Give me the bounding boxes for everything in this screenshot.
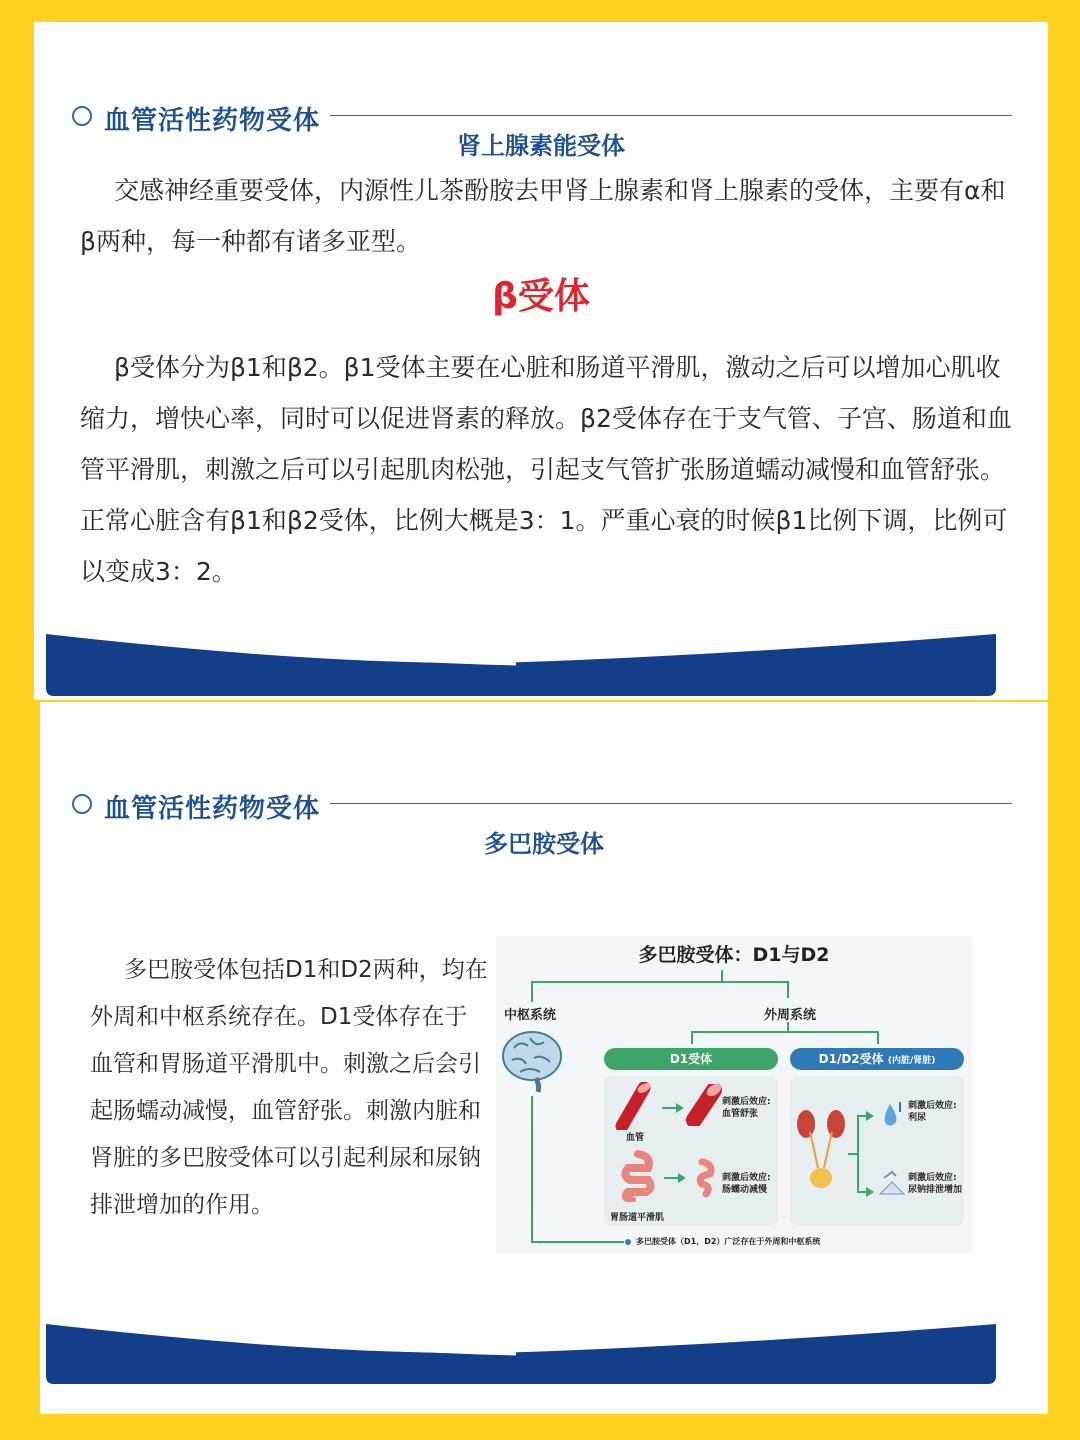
text-line: β两种，每一种都有诸多亚型。 [80,227,421,256]
d1d2-label: D1/D2受体 [818,1052,884,1066]
text-line: 以变成3：2。 [80,557,237,586]
gi-label: 胃肠道平滑肌 [610,1213,665,1223]
d1d2-receptor-pill [790,1048,964,1070]
wave-banner [46,1318,998,1386]
water-drop-icon [880,1100,904,1130]
intro-paragraph [80,165,1020,267]
effect-text: 利尿 [908,1113,927,1123]
subtitle: 多巴胺受体 [484,830,604,858]
header-divider [330,803,1012,804]
text-line: 外周和中枢系统存在。D1受体存在于 [90,1004,468,1030]
effect-title: 刺激后效应: [722,1173,771,1183]
dopamine-paragraph [90,947,490,1229]
effect-title: 刺激后效应: [908,1173,957,1183]
effect-text: 肠蠕动减慢 [722,1185,768,1195]
dopamine-receptor-figure [496,936,972,1254]
gi-effect [722,1172,771,1196]
section-header [72,788,1012,828]
effect-text: 血管舒张 [722,1109,759,1119]
card-dopamine [40,702,1048,1414]
effect-title: 刺激后效应: [908,1101,957,1111]
card-adrenergic [34,22,1048,700]
vessel-effect [722,1096,771,1120]
text-line: 多巴胺受体包括D1和D2两种，均在 [124,957,488,983]
salt-icon [878,1170,906,1198]
beta-title: β受体 [492,276,590,317]
d1-receptor-pill: D1受体 [604,1048,778,1070]
sodium-effect [908,1172,962,1196]
effect-text: 尿钠排泄增加 [908,1185,963,1195]
wave-banner [46,628,998,698]
dilated-vessel-icon [686,1084,722,1126]
arrow-right-icon [662,1172,688,1184]
vessel-label: 血管 [626,1133,645,1143]
text-line: 交感神经重要受体，内源性儿茶酚胺去甲肾上腺素和肾上腺素的受体，主要有α和 [114,176,1006,205]
stomach-icon [690,1158,718,1198]
section-heading: 血管活性药物受体 [104,106,321,136]
central-system-label: 中枢系统 [504,1008,557,1023]
branch-arrows-icon [846,1108,876,1202]
text-line: 正常心脏含有β1和β2受体，比例大概是3：1。严重心衰的时候β1比例下调，比例可 [80,506,1008,535]
diuresis-effect [908,1100,957,1124]
brain-icon [500,1028,564,1094]
subtitle: 肾上腺素能受体 [457,132,625,160]
header-divider [330,115,1012,116]
text-line: 起肠蠕动减慢，血管舒张。刺激内脏和 [90,1098,481,1124]
section-heading: 血管活性药物受体 [104,794,321,824]
circle-bullet-icon [72,794,92,814]
kidney-icon [796,1108,846,1192]
d1d2-sublabel: (内脏/肾脏) [887,1056,936,1066]
beta-paragraph [80,342,1020,597]
text-line: 缩力，增快心率，同时可以促进肾素的释放。β2受体存在于支气管、子宫、肠道和血 [80,404,1012,433]
text-line: 血管和胃肠道平滑肌中。刺激之后会引 [90,1051,481,1077]
text-line: 排泄增加的作用。 [90,1192,274,1218]
circle-bullet-icon [72,106,92,126]
intestine-icon [618,1150,658,1202]
text-line: β受体分为β1和β2。β1受体主要在心脏和肠道平滑肌，激动之后可以增加心肌收 [114,353,1001,382]
text-line: 管平滑肌，刺激之后可以引起肌肉松弛，引起支气管扩张肠道蠕动减慢和血管舒张。 [80,455,1006,484]
peripheral-system-label: 外周系统 [764,1008,817,1023]
figure-title: 多巴胺受体：D1与D2 [638,944,830,966]
text-line: 肾脏的多巴胺受体可以引起利尿和尿钠 [90,1145,481,1171]
arrow-right-icon [660,1102,686,1114]
blood-vessel-icon [614,1082,654,1130]
figure-footnote: 多巴胺受体（D1，D2）广泛存在于外周和中枢系统 [636,1237,821,1246]
effect-title: 刺激后效应: [722,1097,771,1107]
